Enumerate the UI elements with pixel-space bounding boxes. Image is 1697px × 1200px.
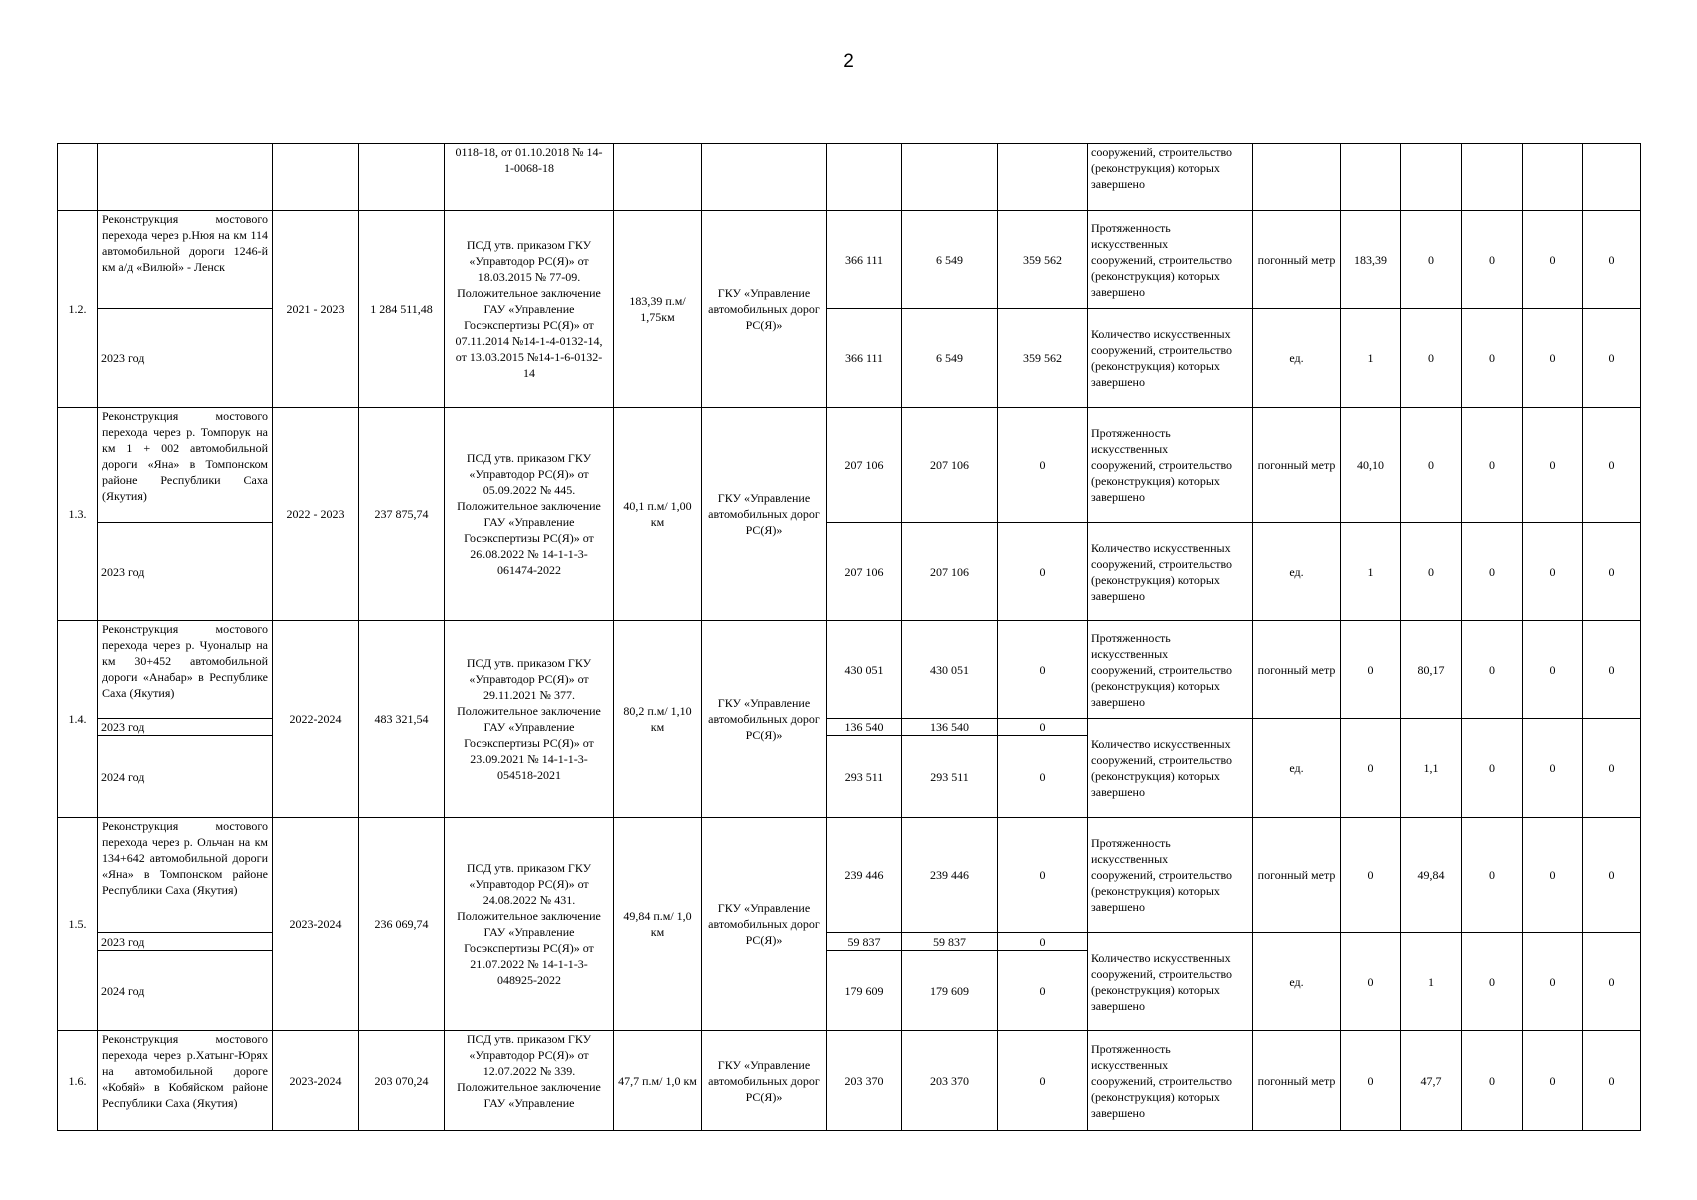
cell-customer: ГКУ «Управление автомобильных дорог РС(Я)» bbox=[702, 1031, 827, 1131]
cell-indicator-value: 0 bbox=[1523, 621, 1583, 719]
cell-funding-c: 0 bbox=[998, 523, 1088, 621]
cell-indicator: Протяженность искусственных сооружений, строительство (реконструкция) которых завершено bbox=[1088, 408, 1253, 523]
cell-cost: 203 070,24 bbox=[359, 1031, 445, 1131]
cell-funding-c: 0 bbox=[998, 736, 1088, 818]
cell-indicator: Протяженность искусственных сооружений, строительство (реконструкция) которых завершено bbox=[1088, 211, 1253, 309]
cell-cost: 236 069,74 bbox=[359, 818, 445, 1031]
cell-funding-a: 207 106 bbox=[827, 408, 902, 523]
cell-indicator: Количество искусственных сооружений, строительство (реконструкция) которых завершено bbox=[1088, 523, 1253, 621]
cell-psd: ПСД утв. приказом ГКУ «Управтодор РС(Я)» от 05.09.2022 № 445. Положительное заключение ГАУ «Управление Госэкспертизы РС(Я)» от 26.08.2022 № 14-1-1-3-061474-2022 bbox=[445, 408, 614, 621]
cell-indicator-value: 1 bbox=[1341, 309, 1401, 408]
cell-psd: ПСД утв. приказом ГКУ «Управтодор РС(Я)» от 12.07.2022 № 339. Положительное заключение ГАУ «Управление bbox=[445, 1031, 614, 1131]
cell-funding-c: 359 562 bbox=[998, 211, 1088, 309]
cell-indicator-value: 0 bbox=[1462, 523, 1523, 621]
cell-indicator-value: 0 bbox=[1583, 621, 1641, 719]
cell-indicator: Протяженность искусственных сооружений, строительство (реконструкция) которых завершено bbox=[1088, 818, 1253, 933]
cell-funding-c: 0 bbox=[998, 621, 1088, 719]
cell-unit: ед. bbox=[1253, 933, 1341, 1031]
cell-capacity: 47,7 п.м/ 1,0 км bbox=[614, 1031, 702, 1131]
cell-indicator-value: 0 bbox=[1401, 523, 1462, 621]
cell-funding-a: 366 111 bbox=[827, 211, 902, 309]
cell-funding-b: 203 370 bbox=[902, 1031, 998, 1131]
cell-indicator-value: 0 bbox=[1341, 719, 1401, 818]
cell-indicator-value: 1 bbox=[1401, 933, 1462, 1031]
cell-capacity: 183,39 п.м/ 1,75км bbox=[614, 211, 702, 408]
cell-unit: ед. bbox=[1253, 719, 1341, 818]
cell-indicator: сооружений, строительство (реконструкция) которых завершено bbox=[1088, 144, 1253, 211]
cell-years: 2021 - 2023 bbox=[273, 211, 359, 408]
cell-number: 1.4. bbox=[58, 621, 98, 818]
cell-indicator-value: 1 bbox=[1341, 523, 1401, 621]
cell-funding-c bbox=[998, 144, 1088, 211]
cell-period: 2024 год bbox=[98, 736, 273, 818]
cell-indicator-value: 0 bbox=[1583, 408, 1641, 523]
cell-indicator-value: 40,10 bbox=[1341, 408, 1401, 523]
cell-unit: погонный метр bbox=[1253, 621, 1341, 719]
cell-customer: ГКУ «Управление автомобильных дорог РС(Я)» bbox=[702, 211, 827, 408]
cell-cost: 237 875,74 bbox=[359, 408, 445, 621]
cell-customer: ГКУ «Управление автомобильных дорог РС(Я)» bbox=[702, 408, 827, 621]
cell-indicator-value: 0 bbox=[1341, 621, 1401, 719]
cell-indicator-value bbox=[1401, 144, 1462, 211]
cell-number: 1.2. bbox=[58, 211, 98, 408]
cell-funding-b: 6 549 bbox=[902, 211, 998, 309]
cell-indicator-value: 0 bbox=[1462, 309, 1523, 408]
cell-funding-c: 0 bbox=[998, 719, 1088, 736]
cell-indicator-value bbox=[1583, 144, 1641, 211]
cell-indicator-value: 0 bbox=[1523, 818, 1583, 933]
cell-name: Реконструкция мостового перехода через р.Хатынг-Юрях на автомобильной дороге «Кобяй» в Кобяйском районе Республики Саха (Якутия) bbox=[98, 1031, 273, 1131]
cell-funding-b: 239 446 bbox=[902, 818, 998, 933]
table-row bbox=[58, 408, 1641, 523]
cell-period: 2023 год bbox=[98, 309, 273, 408]
cell-indicator-value: 0 bbox=[1401, 408, 1462, 523]
table-row bbox=[58, 1031, 1641, 1131]
cell-psd: ПСД утв. приказом ГКУ «Управтодор РС(Я)» от 18.03.2015 № 77-09. Положительное заключение ГАУ «Управление Госэкспертизы РС(Я)» от 07.11.2014 №14-1-4-0132-14, от 13.03.2015 №14-1-6-0132-14 bbox=[445, 211, 614, 408]
cell-funding-a bbox=[827, 144, 902, 211]
cell-funding-a: 430 051 bbox=[827, 621, 902, 719]
cell-customer: ГКУ «Управление автомобильных дорог РС(Я)» bbox=[702, 621, 827, 818]
cell-cost bbox=[359, 144, 445, 211]
cell-funding-b: 6 549 bbox=[902, 309, 998, 408]
cell-funding-c: 0 bbox=[998, 1031, 1088, 1131]
cell-unit: погонный метр bbox=[1253, 408, 1341, 523]
cell-indicator-value: 47,7 bbox=[1401, 1031, 1462, 1131]
cell-capacity: 80,2 п.м/ 1,10 км bbox=[614, 621, 702, 818]
cell-indicator: Количество искусственных сооружений, строительство (реконструкция) которых завершено bbox=[1088, 933, 1253, 1031]
cell-indicator: Количество искусственных сооружений, строительство (реконструкция) которых завершено bbox=[1088, 719, 1253, 818]
cell-indicator-value bbox=[1341, 144, 1401, 211]
cell-name: Реконструкция мостового перехода через р.Нюя на км 114 автомобильной дороги 1246-й км а/д «Вилюй» - Ленск bbox=[98, 211, 273, 309]
cell-indicator-value: 0 bbox=[1462, 211, 1523, 309]
cell-customer bbox=[702, 144, 827, 211]
cell-indicator-value: 0 bbox=[1462, 933, 1523, 1031]
cell-indicator-value: 0 bbox=[1523, 309, 1583, 408]
cell-unit bbox=[1253, 144, 1341, 211]
cell-funding-c: 0 bbox=[998, 408, 1088, 523]
cell-funding-b: 207 106 bbox=[902, 408, 998, 523]
cell-indicator-value: 80,17 bbox=[1401, 621, 1462, 719]
cell-unit: погонный метр bbox=[1253, 818, 1341, 933]
cell-funding-b: 430 051 bbox=[902, 621, 998, 719]
cell-funding-c: 359 562 bbox=[998, 309, 1088, 408]
cell-years bbox=[273, 144, 359, 211]
cell-indicator-value: 0 bbox=[1523, 408, 1583, 523]
cell-number: 1.3. bbox=[58, 408, 98, 621]
cell-indicator-value: 0 bbox=[1523, 719, 1583, 818]
cell-unit: погонный метр bbox=[1253, 1031, 1341, 1131]
cell-indicator-value: 0 bbox=[1341, 818, 1401, 933]
cell-indicator: Протяженность искусственных сооружений, строительство (реконструкция) которых завершено bbox=[1088, 1031, 1253, 1131]
table-row bbox=[58, 818, 1641, 933]
cell-capacity: 40,1 п.м/ 1,00 км bbox=[614, 408, 702, 621]
cell-unit: погонный метр bbox=[1253, 211, 1341, 309]
cell-indicator-value bbox=[1523, 144, 1583, 211]
cell-name: Реконструкция мостового перехода через р. Томпорук на км 1 + 002 автомобильной дороги «Яна» в Томпонском районе Республики Саха (Якутия) bbox=[98, 408, 273, 523]
cell-number bbox=[58, 144, 98, 211]
cell-indicator-value: 0 bbox=[1462, 818, 1523, 933]
cell-indicator-value: 0 bbox=[1401, 309, 1462, 408]
cell-indicator-value: 1,1 bbox=[1401, 719, 1462, 818]
cell-funding-b: 207 106 bbox=[902, 523, 998, 621]
cell-funding-a: 136 540 bbox=[827, 719, 902, 736]
cell-name: Реконструкция мостового перехода через р. Чуоналыр на км 30+452 автомобильной дороги «Анабар» в Республике Саха (Якутия) bbox=[98, 621, 273, 719]
cell-name: Реконструкция мостового перехода через р. Ольчан на км 134+642 автомобильной дороги «Яна» в Томпонском районе Республики Саха (Якутия) bbox=[98, 818, 273, 933]
cell-indicator: Протяженность искусственных сооружений, строительство (реконструкция) которых завершено bbox=[1088, 621, 1253, 719]
cell-funding-c: 0 bbox=[998, 933, 1088, 951]
cell-number: 1.6. bbox=[58, 1031, 98, 1131]
cell-capacity bbox=[614, 144, 702, 211]
cell-years: 2022-2024 bbox=[273, 621, 359, 818]
cell-capacity: 49,84 п.м/ 1,0 км bbox=[614, 818, 702, 1031]
cell-indicator-value: 0 bbox=[1523, 933, 1583, 1031]
cell-period: 2023 год bbox=[98, 933, 273, 951]
cell-indicator: Количество искусственных сооружений, строительство (реконструкция) которых завершено bbox=[1088, 309, 1253, 408]
cell-number: 1.5. bbox=[58, 818, 98, 1031]
cell-indicator-value: 0 bbox=[1462, 408, 1523, 523]
program-table bbox=[57, 143, 1641, 1131]
cell-funding-b: 179 609 bbox=[902, 951, 998, 1031]
cell-indicator-value: 0 bbox=[1583, 933, 1641, 1031]
cell-indicator-value: 0 bbox=[1341, 933, 1401, 1031]
cell-period: 2023 год bbox=[98, 523, 273, 621]
cell-unit: ед. bbox=[1253, 309, 1341, 408]
cell-funding-a: 366 111 bbox=[827, 309, 902, 408]
cell-cost: 1 284 511,48 bbox=[359, 211, 445, 408]
cell-indicator-value: 0 bbox=[1341, 1031, 1401, 1131]
cell-unit: ед. bbox=[1253, 523, 1341, 621]
cell-indicator-value: 0 bbox=[1583, 818, 1641, 933]
cell-indicator-value: 0 bbox=[1583, 523, 1641, 621]
cell-indicator-value: 0 bbox=[1401, 211, 1462, 309]
cell-indicator-value: 0 bbox=[1523, 1031, 1583, 1131]
cell-psd: ПСД утв. приказом ГКУ «Управтодор РС(Я)» от 29.11.2021 № 377. Положительное заключение ГАУ «Управление Госэкспертизы РС(Я)» от 23.09.2021 № 14-1-1-3-054518-2021 bbox=[445, 621, 614, 818]
cell-years: 2023-2024 bbox=[273, 1031, 359, 1131]
cell-indicator-value: 0 bbox=[1462, 1031, 1523, 1131]
table-row bbox=[58, 621, 1641, 719]
cell-funding-a: 203 370 bbox=[827, 1031, 902, 1131]
cell-funding-c: 0 bbox=[998, 818, 1088, 933]
cell-indicator-value: 0 bbox=[1523, 211, 1583, 309]
cell-funding-a: 179 609 bbox=[827, 951, 902, 1031]
cell-psd: 0118-18, от 01.10.2018 № 14-1-0068-18 bbox=[445, 144, 614, 211]
cell-period: 2024 год bbox=[98, 951, 273, 1031]
cell-psd: ПСД утв. приказом ГКУ «Управтодор РС(Я)» от 24.08.2022 № 431. Положительное заключение ГАУ «Управление Госэкспертизы РС(Я)» от 21.07.2022 № 14-1-1-3-048925-2022 bbox=[445, 818, 614, 1031]
cell-cost: 483 321,54 bbox=[359, 621, 445, 818]
cell-indicator-value: 0 bbox=[1583, 719, 1641, 818]
cell-funding-a: 59 837 bbox=[827, 933, 902, 951]
cell-indicator-value: 49,84 bbox=[1401, 818, 1462, 933]
cell-funding-a: 239 446 bbox=[827, 818, 902, 933]
cell-name bbox=[98, 144, 273, 211]
cell-period: 2023 год bbox=[98, 719, 273, 736]
cell-indicator-value: 0 bbox=[1462, 719, 1523, 818]
cell-funding-a: 293 511 bbox=[827, 736, 902, 818]
table-row bbox=[58, 211, 1641, 309]
cell-indicator-value: 0 bbox=[1523, 523, 1583, 621]
cell-funding-b: 59 837 bbox=[902, 933, 998, 951]
cell-funding-b: 293 511 bbox=[902, 736, 998, 818]
table-row-continuation bbox=[58, 144, 1641, 211]
cell-funding-c: 0 bbox=[998, 951, 1088, 1031]
cell-indicator-value: 183,39 bbox=[1341, 211, 1401, 309]
cell-funding-b: 136 540 bbox=[902, 719, 998, 736]
page-number: 2 bbox=[843, 51, 854, 72]
cell-years: 2022 - 2023 bbox=[273, 408, 359, 621]
cell-indicator-value bbox=[1462, 144, 1523, 211]
cell-indicator-value: 0 bbox=[1462, 621, 1523, 719]
cell-years: 2023-2024 bbox=[273, 818, 359, 1031]
cell-indicator-value: 0 bbox=[1583, 309, 1641, 408]
cell-funding-b bbox=[902, 144, 998, 211]
cell-indicator-value: 0 bbox=[1583, 1031, 1641, 1131]
cell-customer: ГКУ «Управление автомобильных дорог РС(Я)» bbox=[702, 818, 827, 1031]
cell-indicator-value: 0 bbox=[1583, 211, 1641, 309]
cell-funding-a: 207 106 bbox=[827, 523, 902, 621]
